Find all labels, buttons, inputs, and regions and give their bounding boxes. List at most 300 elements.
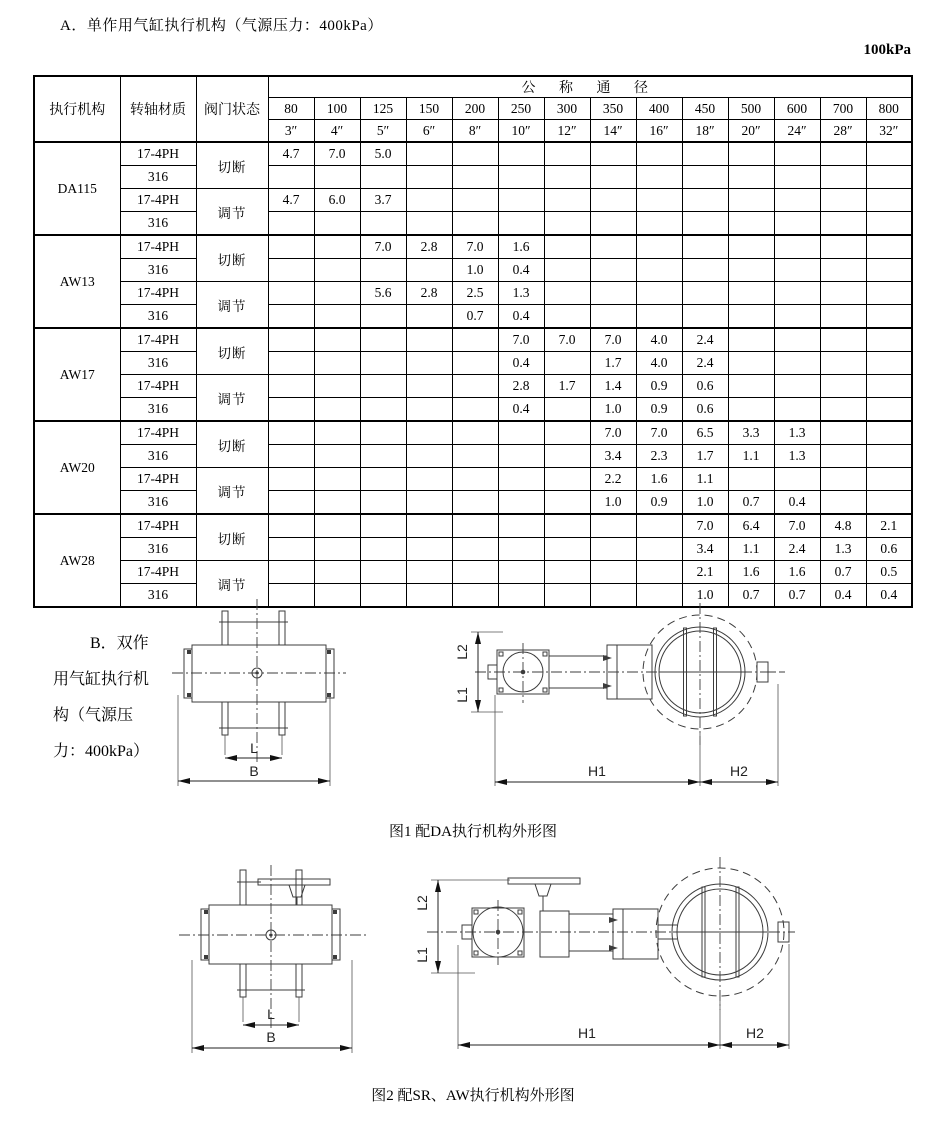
col-header-dn-mm: 250 [498, 98, 544, 120]
torque-value-cell [452, 352, 498, 375]
material-cell: 316 [120, 166, 196, 189]
section-a-title: A．单作用气缸执行机构（气源压力：400kPa） [60, 18, 383, 34]
handwheel-stem [289, 885, 305, 897]
torque-value-cell: 0.7 [452, 305, 498, 329]
col-header-dn-inch: 8″ [452, 120, 498, 143]
end-cap [201, 909, 209, 960]
col-header-valve-state: 阀门状态 [196, 76, 268, 142]
table-row [34, 375, 912, 398]
torque-value-cell [406, 514, 452, 538]
torque-value-cell [406, 212, 452, 236]
torque-value-cell: 2.4 [682, 328, 728, 352]
torque-value-cell [452, 514, 498, 538]
col-header-dn-inch: 16″ [636, 120, 682, 143]
torque-value-cell [406, 468, 452, 491]
col-header-dn-inch: 3″ [268, 120, 314, 143]
torque-value-cell: 3.4 [590, 445, 636, 468]
torque-value-cell: 5.6 [360, 282, 406, 305]
torque-value-cell [406, 142, 452, 166]
torque-value-cell [590, 538, 636, 561]
torque-value-cell [406, 305, 452, 329]
torque-value-cell: 7.0 [544, 328, 590, 352]
torque-value-cell [360, 514, 406, 538]
torque-value-cell: 1.1 [728, 445, 774, 468]
actuator-cell: DA115 [34, 142, 120, 235]
bolt [518, 951, 522, 955]
torque-value-cell [452, 561, 498, 584]
torque-value-cell [498, 421, 544, 445]
torque-value-cell [498, 189, 544, 212]
torque-value-cell [314, 235, 360, 259]
torque-value-cell [314, 514, 360, 538]
torque-value-cell: 0.4 [498, 305, 544, 329]
bolt [499, 688, 503, 692]
section-b-line: 构（气源压 [53, 707, 134, 724]
torque-value-cell [866, 328, 912, 352]
dim-label-L: L [267, 1006, 275, 1022]
torque-value-cell [268, 538, 314, 561]
torque-value-cell: 1.3 [774, 445, 820, 468]
torque-value-cell [314, 421, 360, 445]
torque-value-cell [590, 282, 636, 305]
torque-value-cell: 0.6 [866, 538, 912, 561]
torque-value-cell: 3.3 [728, 421, 774, 445]
torque-value-cell: 0.9 [636, 375, 682, 398]
torque-value-cell [452, 142, 498, 166]
end-cap [326, 649, 334, 698]
material-cell: 17-4PH [120, 375, 196, 398]
torque-value-cell [728, 375, 774, 398]
table-row [34, 514, 912, 538]
torque-value-cell [452, 375, 498, 398]
torque-value-cell [636, 259, 682, 282]
material-cell: 17-4PH [120, 235, 196, 259]
torque-value-cell [360, 212, 406, 236]
torque-value-cell: 6.0 [314, 189, 360, 212]
torque-value-cell [774, 328, 820, 352]
table-row [34, 142, 912, 166]
torque-value-cell [544, 259, 590, 282]
material-cell: 316 [120, 491, 196, 515]
shaft-center-dot [255, 671, 258, 674]
torque-value-cell: 0.9 [636, 491, 682, 515]
table-row [34, 235, 912, 259]
torque-value-cell: 2.2 [590, 468, 636, 491]
shaft-center-dot [269, 933, 272, 936]
torque-value-cell [544, 305, 590, 329]
torque-value-cell [774, 212, 820, 236]
torque-value-cell: 1.3 [498, 282, 544, 305]
torque-value-cell [590, 212, 636, 236]
dim-label-H2: H2 [730, 763, 748, 779]
torque-value-cell: 1.6 [498, 235, 544, 259]
torque-value-cell [314, 212, 360, 236]
torque-value-cell: 7.0 [360, 235, 406, 259]
torque-value-cell [452, 189, 498, 212]
torque-value-cell: 2.1 [866, 514, 912, 538]
gear-block [540, 911, 569, 957]
torque-value-cell [590, 142, 636, 166]
torque-value-cell [820, 352, 866, 375]
torque-value-cell [590, 166, 636, 189]
torque-value-cell [728, 305, 774, 329]
top-post [240, 870, 246, 905]
torque-value-cell [360, 491, 406, 515]
actuator-cell: AW17 [34, 328, 120, 421]
torque-value-cell: 7.0 [682, 514, 728, 538]
torque-value-cell [544, 189, 590, 212]
bolt [333, 910, 337, 914]
col-header-dn-mm: 125 [360, 98, 406, 120]
material-cell: 17-4PH [120, 142, 196, 166]
torque-value-cell: 1.0 [590, 398, 636, 422]
state-cell: 切断 [196, 328, 268, 375]
table-row [34, 282, 912, 305]
torque-value-cell: 2.4 [682, 352, 728, 375]
torque-value-cell [314, 445, 360, 468]
torque-value-cell: 1.6 [636, 468, 682, 491]
torque-value-cell: 1.7 [682, 445, 728, 468]
torque-value-cell [774, 166, 820, 189]
torque-value-cell [360, 584, 406, 608]
torque-value-cell: 0.4 [498, 398, 544, 422]
torque-value-cell [452, 421, 498, 445]
torque-value-cell [728, 328, 774, 352]
col-header-dn-mm: 400 [636, 98, 682, 120]
header-row [34, 76, 912, 98]
torque-value-cell [268, 352, 314, 375]
torque-value-cell: 2.8 [406, 282, 452, 305]
torque-value-cell [682, 259, 728, 282]
torque-value-cell: 0.9 [636, 398, 682, 422]
torque-value-cell [682, 189, 728, 212]
end-cap [332, 909, 340, 960]
torque-value-cell [452, 328, 498, 352]
torque-value-cell [866, 259, 912, 282]
torque-value-cell [774, 305, 820, 329]
torque-value-cell [866, 305, 912, 329]
table-row [34, 561, 912, 584]
torque-value-cell: 1.0 [590, 491, 636, 515]
torque-value-cell: 2.5 [452, 282, 498, 305]
col-header-dn-mm: 600 [774, 98, 820, 120]
col-header-dn-mm: 700 [820, 98, 866, 120]
dim-label-L2: L2 [454, 644, 470, 660]
dim-label-L: L [250, 740, 258, 756]
section-b-line: 力：400kPa） [53, 743, 150, 760]
col-header-dn-inch: 14″ [590, 120, 636, 143]
torque-value-cell: 1.0 [682, 584, 728, 608]
torque-value-cell: 7.0 [774, 514, 820, 538]
torque-value-cell [682, 235, 728, 259]
torque-value-cell [360, 352, 406, 375]
torque-value-cell [866, 142, 912, 166]
torque-value-cell [774, 235, 820, 259]
torque-value-cell [452, 212, 498, 236]
torque-value-cell: 7.0 [590, 328, 636, 352]
material-cell: 316 [120, 212, 196, 236]
pressure-unit-label: 100kPa [863, 42, 911, 58]
table-row [34, 166, 912, 189]
torque-value-cell [544, 166, 590, 189]
torque-value-cell [774, 259, 820, 282]
table-row [34, 352, 912, 375]
torque-value-cell [360, 468, 406, 491]
torque-value-cell [866, 421, 912, 445]
torque-value-cell [544, 538, 590, 561]
state-cell: 切断 [196, 235, 268, 282]
material-cell: 17-4PH [120, 514, 196, 538]
bolt [499, 652, 503, 656]
torque-value-cell [728, 166, 774, 189]
torque-value-cell [820, 445, 866, 468]
torque-value-cell [406, 328, 452, 352]
material-cell: 316 [120, 398, 196, 422]
torque-value-cell [774, 398, 820, 422]
col-header-dn-inch: 18″ [682, 120, 728, 143]
material-cell: 316 [120, 538, 196, 561]
bolt [327, 650, 331, 654]
torque-table [33, 75, 913, 608]
torque-value-cell [406, 561, 452, 584]
col-header-dn-mm: 300 [544, 98, 590, 120]
col-header-dn-inch: 24″ [774, 120, 820, 143]
torque-value-cell [360, 561, 406, 584]
torque-value-cell [636, 166, 682, 189]
torque-value-cell [590, 514, 636, 538]
torque-value-cell [866, 189, 912, 212]
torque-value-cell [498, 538, 544, 561]
torque-value-cell [314, 166, 360, 189]
torque-value-cell: 2.4 [774, 538, 820, 561]
torque-value-cell: 0.7 [774, 584, 820, 608]
torque-value-cell: 4.7 [268, 189, 314, 212]
col-header-actuator: 执行机构 [34, 76, 120, 142]
torque-value-cell [498, 491, 544, 515]
torque-value-cell [728, 282, 774, 305]
state-cell: 切断 [196, 421, 268, 468]
torque-value-cell: 0.4 [774, 491, 820, 515]
torque-value-cell [268, 491, 314, 515]
torque-value-cell [544, 491, 590, 515]
torque-value-cell: 0.7 [820, 561, 866, 584]
dim-label-L1: L1 [414, 947, 430, 963]
torque-value-cell [636, 538, 682, 561]
col-header-dn-inch: 12″ [544, 120, 590, 143]
torque-value-cell [820, 166, 866, 189]
torque-value-cell [268, 259, 314, 282]
table-body [34, 142, 912, 607]
torque-value-cell: 5.0 [360, 142, 406, 166]
torque-value-cell [820, 328, 866, 352]
torque-value-cell [406, 189, 452, 212]
torque-value-cell [636, 212, 682, 236]
torque-value-cell [774, 142, 820, 166]
col-header-dn-inch: 6″ [406, 120, 452, 143]
col-header-dn-mm: 80 [268, 98, 314, 120]
torque-value-cell: 1.1 [728, 538, 774, 561]
col-header-dn-inch: 5″ [360, 120, 406, 143]
bolt [204, 955, 208, 959]
table-row [34, 468, 912, 491]
torque-value-cell [452, 398, 498, 422]
torque-value-cell [866, 491, 912, 515]
torque-value-cell [268, 398, 314, 422]
torque-value-cell [406, 352, 452, 375]
torque-value-cell: 1.3 [774, 421, 820, 445]
col-header-shaft-material: 转轴材质 [120, 76, 196, 142]
table-row [34, 305, 912, 329]
col-header-dn-inch: 20″ [728, 120, 774, 143]
col-header-dn-inch: 4″ [314, 120, 360, 143]
dim-label-H1: H1 [578, 1025, 596, 1041]
end-cap [184, 649, 192, 698]
dim-label-L1: L1 [454, 687, 470, 703]
torque-value-cell [268, 166, 314, 189]
bolt [474, 951, 478, 955]
torque-value-cell [268, 328, 314, 352]
torque-value-cell [360, 328, 406, 352]
torque-value-cell [544, 142, 590, 166]
material-cell: 17-4PH [120, 421, 196, 445]
material-cell: 316 [120, 259, 196, 282]
torque-value-cell [452, 166, 498, 189]
state-cell: 调节 [196, 468, 268, 515]
torque-value-cell: 4.7 [268, 142, 314, 166]
torque-value-cell: 1.6 [728, 561, 774, 584]
torque-value-cell: 4.8 [820, 514, 866, 538]
torque-value-cell [498, 166, 544, 189]
torque-value-cell [498, 468, 544, 491]
table-row [34, 445, 912, 468]
torque-value-cell [728, 142, 774, 166]
bolt [187, 693, 191, 697]
torque-value-cell [590, 561, 636, 584]
torque-value-cell [636, 189, 682, 212]
figure2-caption: 图2 配SR、AW执行机构外形图 [371, 1088, 575, 1104]
torque-value-cell [866, 166, 912, 189]
torque-value-cell [636, 282, 682, 305]
torque-value-cell: 0.4 [866, 584, 912, 608]
torque-value-cell [452, 468, 498, 491]
torque-value-cell [360, 445, 406, 468]
torque-value-cell [452, 491, 498, 515]
torque-value-cell: 2.3 [636, 445, 682, 468]
torque-value-cell: 1.7 [544, 375, 590, 398]
torque-value-cell [682, 142, 728, 166]
torque-value-cell [406, 421, 452, 445]
material-cell: 17-4PH [120, 282, 196, 305]
bolt [543, 652, 547, 656]
top-post [222, 611, 228, 645]
torque-value-cell [774, 468, 820, 491]
torque-value-cell [820, 305, 866, 329]
torque-value-cell [866, 375, 912, 398]
torque-value-cell [268, 212, 314, 236]
torque-value-cell [636, 514, 682, 538]
material-cell: 17-4PH [120, 561, 196, 584]
torque-value-cell [728, 468, 774, 491]
torque-value-cell: 1.3 [820, 538, 866, 561]
dim-label-B: B [249, 763, 259, 779]
torque-value-cell [268, 235, 314, 259]
bolt [204, 910, 208, 914]
torque-value-cell: 1.6 [774, 561, 820, 584]
torque-value-cell [636, 142, 682, 166]
torque-value-cell [544, 445, 590, 468]
torque-value-cell [406, 398, 452, 422]
torque-value-cell [636, 561, 682, 584]
torque-value-cell [636, 235, 682, 259]
torque-value-cell [406, 491, 452, 515]
torque-value-cell [820, 189, 866, 212]
torque-value-cell [728, 189, 774, 212]
torque-value-cell [406, 166, 452, 189]
bolt [187, 650, 191, 654]
torque-value-cell: 0.6 [682, 398, 728, 422]
figure2-front-view-drawing [175, 862, 375, 1062]
torque-value-cell [452, 538, 498, 561]
torque-value-cell [360, 538, 406, 561]
torque-value-cell [820, 282, 866, 305]
torque-value-cell [406, 538, 452, 561]
torque-value-cell [314, 352, 360, 375]
torque-value-cell [498, 212, 544, 236]
table-row [34, 398, 912, 422]
actuator-cell: AW13 [34, 235, 120, 328]
top-post [279, 611, 285, 645]
material-cell: 17-4PH [120, 468, 196, 491]
torque-value-cell [314, 491, 360, 515]
figure1-caption: 图1 配DA执行机构外形图 [389, 824, 557, 840]
torque-value-cell [820, 375, 866, 398]
torque-value-cell [544, 398, 590, 422]
torque-value-cell [866, 445, 912, 468]
torque-value-cell [314, 305, 360, 329]
torque-value-cell: 7.0 [636, 421, 682, 445]
torque-value-cell: 7.0 [452, 235, 498, 259]
handwheel-bar [508, 878, 580, 884]
torque-value-cell [820, 235, 866, 259]
torque-value-cell [268, 561, 314, 584]
figure1-side-view-drawing [445, 595, 790, 810]
material-cell: 316 [120, 584, 196, 608]
torque-value-cell [268, 445, 314, 468]
torque-value-cell [728, 259, 774, 282]
bottom-post [240, 964, 246, 997]
section-b-line: 用气缸执行机 [53, 671, 150, 688]
torque-value-cell: 2.8 [406, 235, 452, 259]
torque-value-cell: 6.4 [728, 514, 774, 538]
torque-value-cell: 0.4 [498, 259, 544, 282]
torque-value-cell [360, 375, 406, 398]
torque-value-cell [314, 561, 360, 584]
torque-value-cell [820, 259, 866, 282]
torque-value-cell [728, 235, 774, 259]
section-b-line: B．双作 [90, 635, 149, 652]
torque-value-cell [866, 212, 912, 236]
table-row [34, 259, 912, 282]
torque-value-cell [544, 514, 590, 538]
state-cell: 调节 [196, 375, 268, 422]
torque-value-cell [728, 212, 774, 236]
dim-label-H1: H1 [588, 763, 606, 779]
torque-value-cell [774, 375, 820, 398]
material-cell: 17-4PH [120, 189, 196, 212]
torque-value-cell: 1.7 [590, 352, 636, 375]
torque-value-cell: 2.1 [682, 561, 728, 584]
torque-value-cell [268, 514, 314, 538]
